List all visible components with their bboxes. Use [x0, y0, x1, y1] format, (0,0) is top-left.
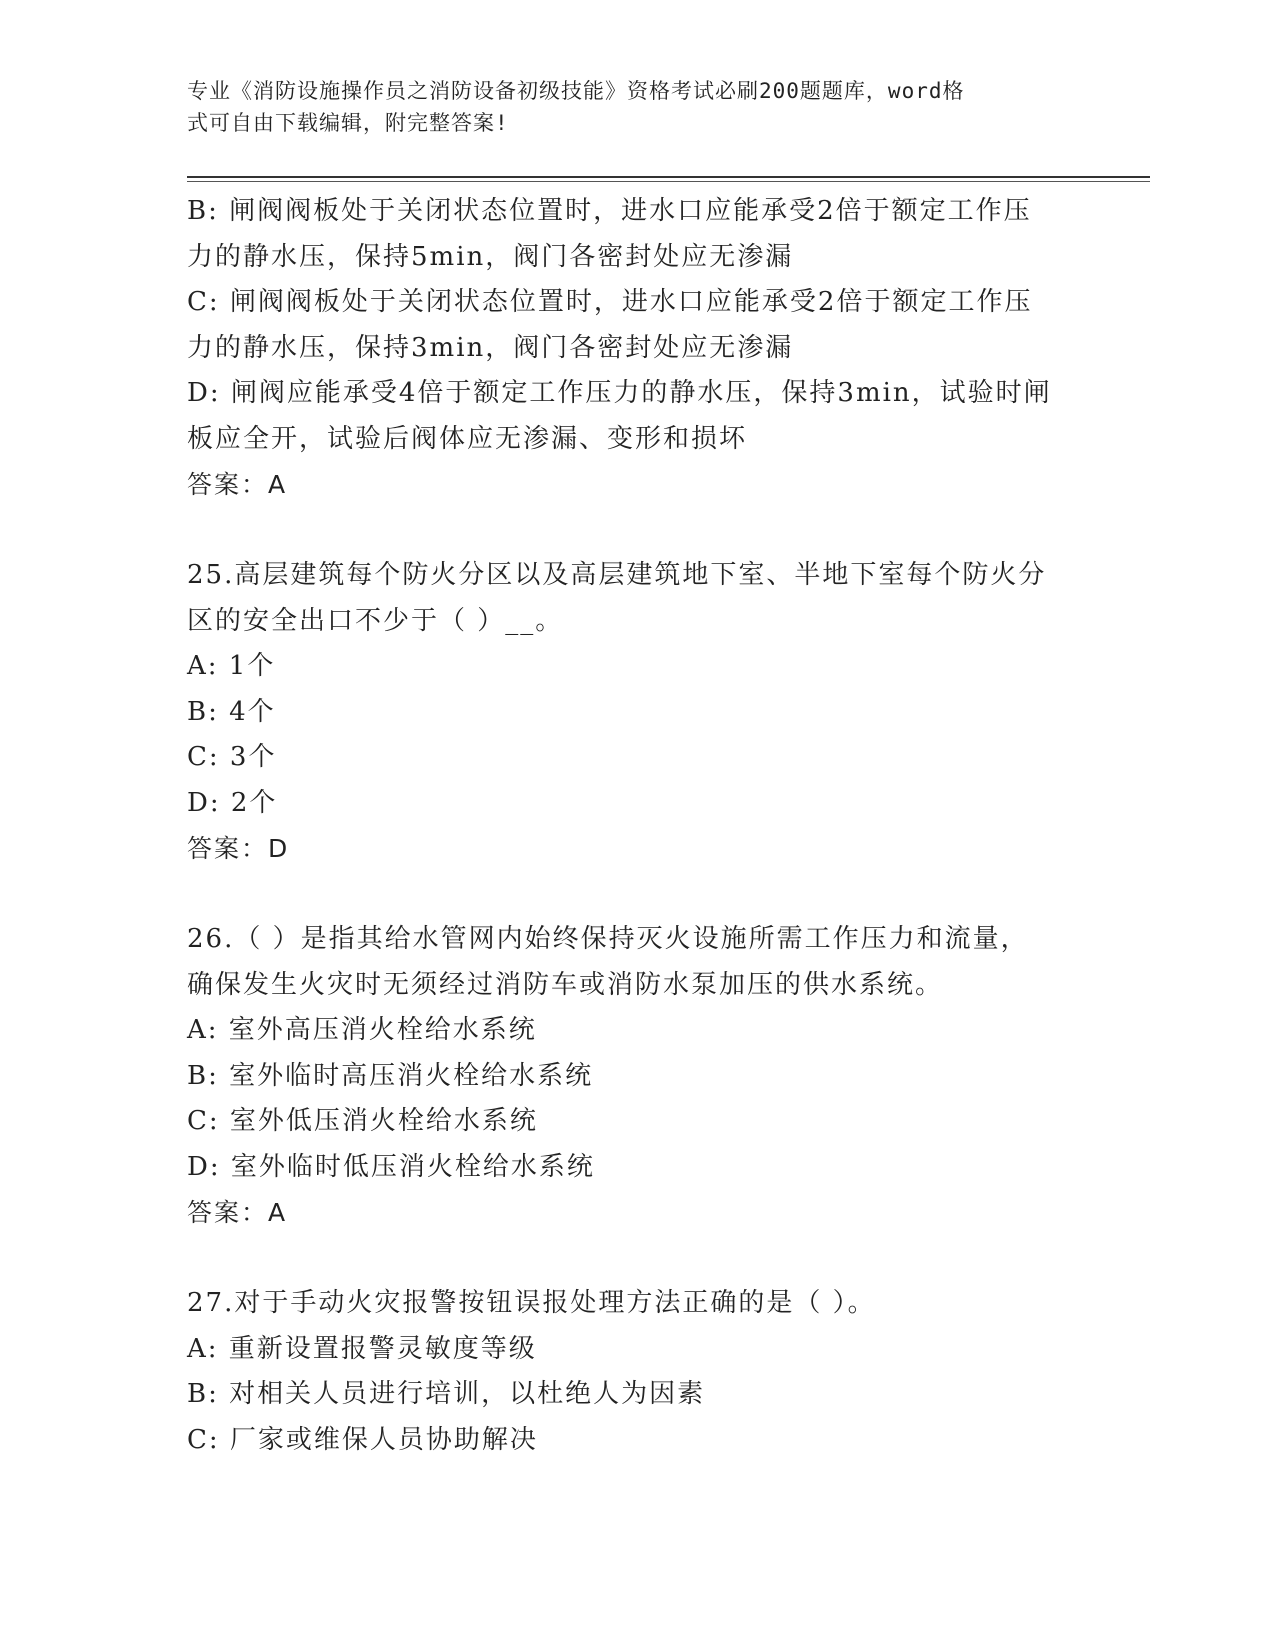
document-header [187, 75, 1057, 139]
option-c-line-1: C: 闸阀阀板处于关闭状态位置时，进水口应能承受2倍于额定工作压 [187, 287, 1033, 317]
question-text-line-2: 区的安全出口不少于（ ）__。 [187, 605, 564, 636]
option-d-line-2: 板应全开，试验后阀体应无渗漏、变形和损坏 [187, 423, 748, 454]
question-text-line-1: 25.高层建筑每个防火分区以及高层建筑地下室、半地下室每个防火分 [187, 560, 1047, 590]
option-c-line-2: 力的静水压，保持3min，阀门各密封处应无渗漏 [187, 332, 794, 363]
option-d: D: 2个 [187, 787, 278, 818]
question-text-line-1: 27.对于手动火灾报警按钮误报处理方法正确的是（ ）。 [187, 1288, 876, 1318]
option-c: C: 厂家或维保人员协助解决 [187, 1424, 538, 1455]
option-c: C: 室外低压消火栓给水系统 [187, 1106, 538, 1136]
question-25 [187, 553, 1087, 872]
option-d: D: 室外临时低压消火栓给水系统 [187, 1151, 595, 1182]
question-27 [187, 1281, 1087, 1463]
question-content [187, 189, 1087, 1463]
option-b-line-1: B: 闸阀阀板处于关闭状态位置时，进水口应能承受2倍于额定工作压 [187, 196, 1032, 226]
answer-label: 答案：A [187, 1198, 288, 1227]
header-title-line-1: 专业《消防设施操作员之消防设备初级技能》资格考试必刷200题题库，word格 [187, 79, 965, 103]
option-c: C: 3个 [187, 742, 277, 772]
spacer [187, 1236, 1087, 1282]
option-b-line-2: 力的静水压，保持5min，阀门各密封处应无渗漏 [187, 241, 794, 272]
header-title-line-2: 式可自由下载编辑，附完整答案! [187, 111, 509, 135]
answer-label: 答案：D [187, 834, 290, 863]
question-26 [187, 917, 1087, 1236]
header-divider-thick [187, 176, 1150, 178]
option-a: A: 重新设置报警灵敏度等级 [187, 1333, 537, 1364]
option-b: B: 对相关人员进行培训，以杜绝人为因素 [187, 1379, 706, 1409]
spacer [187, 508, 1087, 554]
question-text-line-1: 26.（ ）是指其给水管网内始终保持灭火设施所需工作压力和流量， [187, 924, 1029, 954]
option-b: B: 室外临时高压消火栓给水系统 [187, 1060, 594, 1091]
question-text-line-2: 确保发生火灾时无须经过消防车或消防水泵加压的供水系统。 [187, 969, 944, 1000]
option-a: A: 室外高压消火栓给水系统 [187, 1015, 537, 1045]
option-d-line-1: D: 闸阀应能承受4倍于额定工作压力的静水压，保持3min，试验时闸 [187, 378, 1052, 408]
question-24-continued [187, 189, 1087, 508]
spacer [187, 872, 1087, 918]
answer-label: 答案：A [187, 470, 288, 499]
option-a: A: 1个 [187, 651, 276, 681]
header-divider-thin [187, 181, 1150, 182]
option-b: B: 4个 [187, 696, 276, 727]
